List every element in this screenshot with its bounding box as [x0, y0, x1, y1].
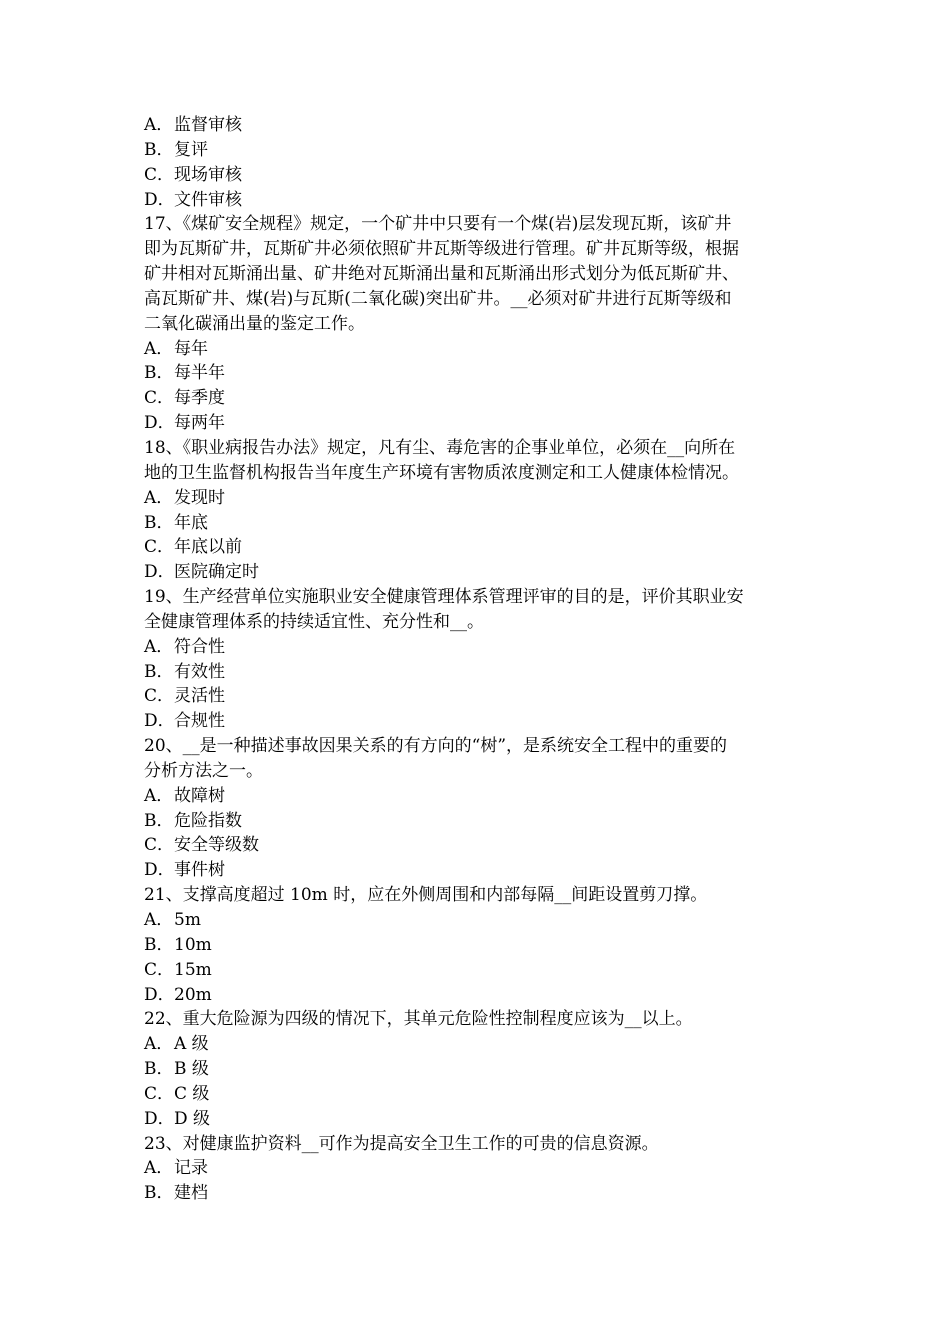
option-text: 灵活性: [174, 686, 225, 707]
option-b: [144, 1181, 810, 1206]
option-letter: C．: [144, 1083, 175, 1104]
option-text: C 级: [174, 1083, 210, 1104]
option-letter: A．: [144, 1034, 174, 1055]
option-letter: D．: [144, 1108, 175, 1129]
question-text-line: 全健康管理体系的持续适宜性、充分性和__。: [144, 611, 484, 632]
option-a: [144, 635, 810, 660]
option-a: [144, 113, 810, 138]
question-19: [144, 585, 810, 734]
option-text: 每半年: [174, 363, 225, 384]
option-letter: A．: [144, 636, 174, 657]
option-text: B 级: [174, 1059, 209, 1080]
option-d: [144, 188, 810, 213]
option-text: 有效性: [174, 661, 225, 682]
question-text-line: 19、生产经营单位实施职业安全健康管理体系管理评审的目的是，评价其职业安: [144, 587, 744, 608]
question-text-line: 17、《煤矿安全规程》规定，一个矿井中只要有一个煤(岩)层发现瓦斯，该矿井: [144, 214, 732, 235]
option-text: 年底: [174, 512, 208, 533]
option-text: 每季度: [174, 388, 225, 409]
option-letter: B．: [144, 661, 174, 682]
option-c: [144, 1082, 810, 1107]
option-letter: A．: [144, 785, 174, 806]
option-letter: C．: [144, 835, 175, 856]
option-text: 建档: [174, 1183, 208, 1204]
question-text-line: 22、重大危险源为四级的情况下，其单元危险性控制程度应该为__以上。: [144, 1009, 693, 1030]
option-letter: D．: [144, 984, 175, 1005]
option-letter: D．: [144, 562, 175, 583]
option-text: 监督审核: [174, 115, 242, 135]
option-a: [144, 337, 810, 362]
document-page: [144, 113, 810, 1206]
question-text-line: 二氧化碳涌出量的鉴定工作。: [144, 313, 365, 334]
option-d: [144, 560, 810, 585]
option-text: 发现时: [174, 487, 225, 508]
option-d: [144, 983, 810, 1008]
option-text: 10m: [174, 934, 212, 955]
option-a: [144, 784, 810, 809]
option-text: 每年: [174, 338, 208, 359]
question-text-line: 矿井相对瓦斯涌出量、矿井绝对瓦斯涌出量和瓦斯涌出形式划分为低瓦斯矿井、: [144, 264, 739, 285]
option-text: A 级: [174, 1034, 209, 1055]
option-d: [144, 411, 810, 436]
option-c: [144, 833, 810, 858]
question-text-line: 分析方法之一。: [144, 760, 263, 781]
option-letter: D．: [144, 860, 175, 881]
option-text: 年底以前: [174, 537, 242, 558]
option-letter: B．: [144, 512, 174, 533]
option-text: 合规性: [174, 711, 225, 732]
option-letter: C．: [144, 388, 175, 409]
option-letter: D．: [144, 413, 175, 434]
question-17: [144, 212, 810, 436]
option-b: [144, 361, 810, 386]
question-text-line: 地的卫生监督机构报告当年度生产环境有害物质浓度测定和工人健康体检情况。: [144, 462, 739, 483]
option-letter: B．: [144, 810, 174, 831]
option-text: 20m: [174, 984, 212, 1005]
option-letter: D．: [144, 711, 175, 732]
option-text: 危险指数: [174, 810, 242, 831]
option-c: [144, 163, 810, 188]
question-21: [144, 883, 810, 1007]
option-text: 故障树: [174, 785, 225, 806]
option-letter: C．: [144, 537, 175, 558]
option-a: [144, 1156, 810, 1181]
lead-options: [144, 113, 810, 212]
option-text: 现场审核: [174, 164, 242, 185]
option-b: [144, 1057, 810, 1082]
option-letter: A．: [144, 338, 174, 359]
option-text: 符合性: [174, 636, 225, 657]
question-text-line: 21、支撑高度超过 10m 时，应在外侧周围和内部每隔__间距设置剪刀撑。: [144, 885, 708, 906]
option-letter: B．: [144, 363, 174, 384]
question-20: [144, 734, 810, 883]
option-letter: B．: [144, 1059, 174, 1080]
question-23: [144, 1132, 810, 1207]
option-a: [144, 1032, 810, 1057]
option-text: 文件审核: [174, 189, 242, 210]
option-letter: A．: [144, 910, 174, 930]
option-d: [144, 858, 810, 883]
option-text: 安全等级数: [174, 835, 259, 856]
option-text: 5m: [174, 910, 201, 930]
option-letter: B．: [144, 934, 174, 955]
option-c: [144, 684, 810, 709]
option-letter: C．: [144, 164, 175, 185]
option-d: [144, 1107, 810, 1132]
option-text: 15m: [174, 959, 212, 980]
question-text-line: 18、《职业病报告办法》规定，凡有尘、毒危害的企事业单位，必须在__向所在: [144, 437, 736, 458]
option-letter: C．: [144, 959, 175, 980]
option-text: 医院确定时: [174, 562, 259, 583]
option-letter: A．: [144, 1158, 174, 1179]
option-b: [144, 138, 810, 163]
question-text-line: 20、__是一种描述事故因果关系的有方向的“树”，是系统安全工程中的重要的: [144, 736, 728, 757]
option-text: D 级: [174, 1108, 211, 1129]
option-letter: A．: [144, 115, 174, 135]
question-22: [144, 1007, 810, 1131]
option-text: 复评: [174, 139, 208, 160]
question-text-line: 高瓦斯矿井、煤(岩)与瓦斯(二氧化碳)突出矿井。__必须对矿井进行瓦斯等级和: [144, 288, 732, 309]
option-b: [144, 511, 810, 536]
option-b: [144, 809, 810, 834]
option-letter: A．: [144, 487, 174, 508]
option-d: [144, 709, 810, 734]
option-letter: C．: [144, 686, 175, 707]
option-c: [144, 386, 810, 411]
question-text-line: 23、对健康监护资料__可作为提高安全卫生工作的可贵的信息资源。: [144, 1133, 659, 1154]
question-18: [144, 436, 810, 585]
option-letter: D．: [144, 189, 175, 210]
option-text: 每两年: [174, 413, 225, 434]
option-c: [144, 958, 810, 983]
option-a: [144, 908, 810, 933]
question-text-line: 即为瓦斯矿井，瓦斯矿井必须依照矿井瓦斯等级进行管理。矿井瓦斯等级，根据: [144, 239, 739, 260]
option-b: [144, 660, 810, 685]
option-c: [144, 535, 810, 560]
option-letter: B．: [144, 139, 174, 160]
option-text: 记录: [174, 1158, 208, 1179]
option-b: [144, 933, 810, 958]
option-text: 事件树: [174, 860, 225, 881]
option-letter: B．: [144, 1183, 174, 1204]
option-a: [144, 486, 810, 511]
